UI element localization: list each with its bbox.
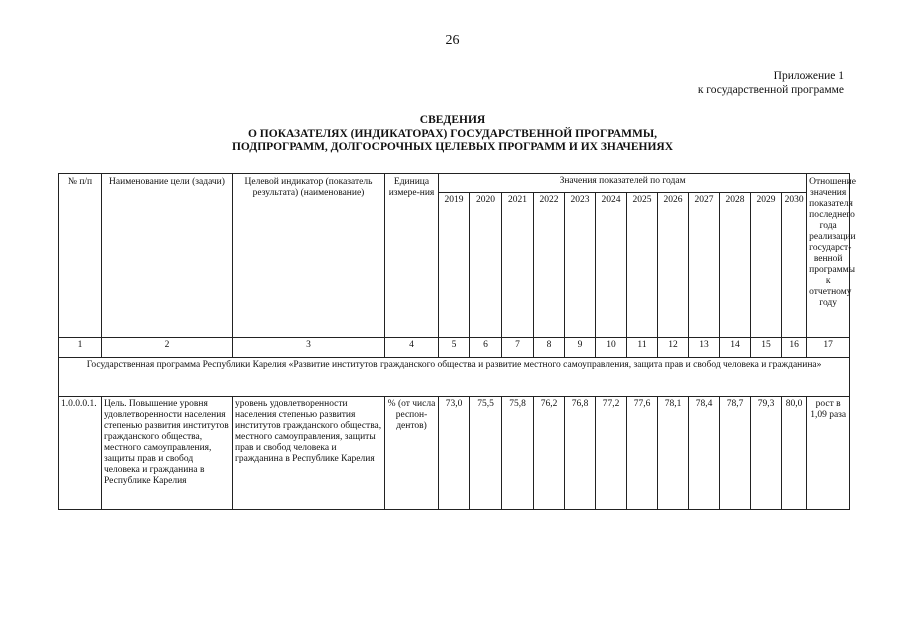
column-number: 4	[385, 338, 439, 358]
row-indicator: уровень удовлетворенности населения степенью развития институтов гражданского общества, местного самоуправления, защиты прав и свобод человека и гражданина в Республике Карелия	[233, 397, 385, 510]
column-number: 10	[596, 338, 627, 358]
header-year: 2022	[534, 193, 565, 338]
header-year: 2028	[720, 193, 751, 338]
column-number: 7	[502, 338, 534, 358]
column-number: 16	[782, 338, 807, 358]
column-number: 14	[720, 338, 751, 358]
column-number: 15	[751, 338, 782, 358]
header-year: 2019	[439, 193, 470, 338]
row-value: 75,5	[470, 397, 502, 510]
header-year: 2029	[751, 193, 782, 338]
column-number-row	[59, 338, 850, 358]
header-values-by-year: Значения показателей по годам	[439, 174, 807, 193]
appendix-note	[698, 69, 844, 97]
document-title	[0, 114, 905, 155]
row-ratio: рост в 1,09 раза	[807, 397, 850, 510]
column-number: 1	[59, 338, 102, 358]
column-number: 12	[658, 338, 689, 358]
header-year: 2025	[627, 193, 658, 338]
column-number: 11	[627, 338, 658, 358]
column-number: 13	[689, 338, 720, 358]
column-number: 9	[565, 338, 596, 358]
row-num: 1.0.0.0.1.	[59, 397, 102, 510]
row-value: 78,1	[658, 397, 689, 510]
header-year: 2023	[565, 193, 596, 338]
row-value: 73,0	[439, 397, 470, 510]
row-value: 76,8	[565, 397, 596, 510]
page-number: 26	[445, 33, 460, 48]
header-year: 2020	[470, 193, 502, 338]
row-goal: Цель. Повышение уровня удовлетворенности населения степенью развития институтов гражданского общества, местного самоуправления, защиты прав и свобод человека и гражданина в Республике Карелия	[102, 397, 233, 510]
indicators-table	[58, 173, 856, 510]
row-value: 80,0	[782, 397, 807, 510]
appendix-line-2: к государственной программе	[697, 84, 844, 96]
header-goal: Наименование цели (задачи)	[102, 174, 233, 338]
column-number: 2	[102, 338, 233, 358]
program-title: Государственная программа Республики Карелия «Развитие институтов гражданского общества и развитие местного самоуправления, защита прав и свобод человека и гражданина»	[59, 358, 850, 397]
column-number: 6	[470, 338, 502, 358]
header-year: 2026	[658, 193, 689, 338]
column-number: 5	[439, 338, 470, 358]
row-value: 79,3	[751, 397, 782, 510]
row-value: 75,8	[502, 397, 534, 510]
table-row	[59, 397, 850, 510]
row-value: 77,6	[627, 397, 658, 510]
header-year: 2030	[782, 193, 807, 338]
header-num: № п/п	[59, 174, 102, 338]
header-year: 2024	[596, 193, 627, 338]
header-year: 2027	[689, 193, 720, 338]
title-line-1: СВЕДЕНИЯ	[419, 114, 486, 126]
row-value: 78,4	[689, 397, 720, 510]
column-number: 17	[807, 338, 850, 358]
header-unit: Единица измере-ния	[385, 174, 439, 338]
header-indicator: Целевой индикатор (показатель результата) (наименование)	[233, 174, 385, 338]
title-line-2: О ПОКАЗАТЕЛЯХ (ИНДИКАТОРАХ) ГОСУДАРСТВЕННОЙ ПРОГРАММЫ,	[247, 127, 657, 140]
title-line-3: ПОДПРОГРАММ, ДОЛГОСРОЧНЫХ ЦЕЛЕВЫХ ПРОГРАММ И ИХ ЗНАЧЕНИЯХ	[231, 141, 674, 153]
column-number: 8	[534, 338, 565, 358]
row-value: 77,2	[596, 397, 627, 510]
header-ratio: Отношение значения показателя последнего года реализации государст-венной программы к отчетному году	[807, 174, 850, 338]
row-unit: % (от числа респон-дентов)	[385, 397, 439, 510]
header-year: 2021	[502, 193, 534, 338]
row-value: 78,7	[720, 397, 751, 510]
appendix-line-1: Приложение 1	[773, 70, 844, 82]
column-number: 3	[233, 338, 385, 358]
row-value: 76,2	[534, 397, 565, 510]
program-title-row	[59, 358, 850, 397]
